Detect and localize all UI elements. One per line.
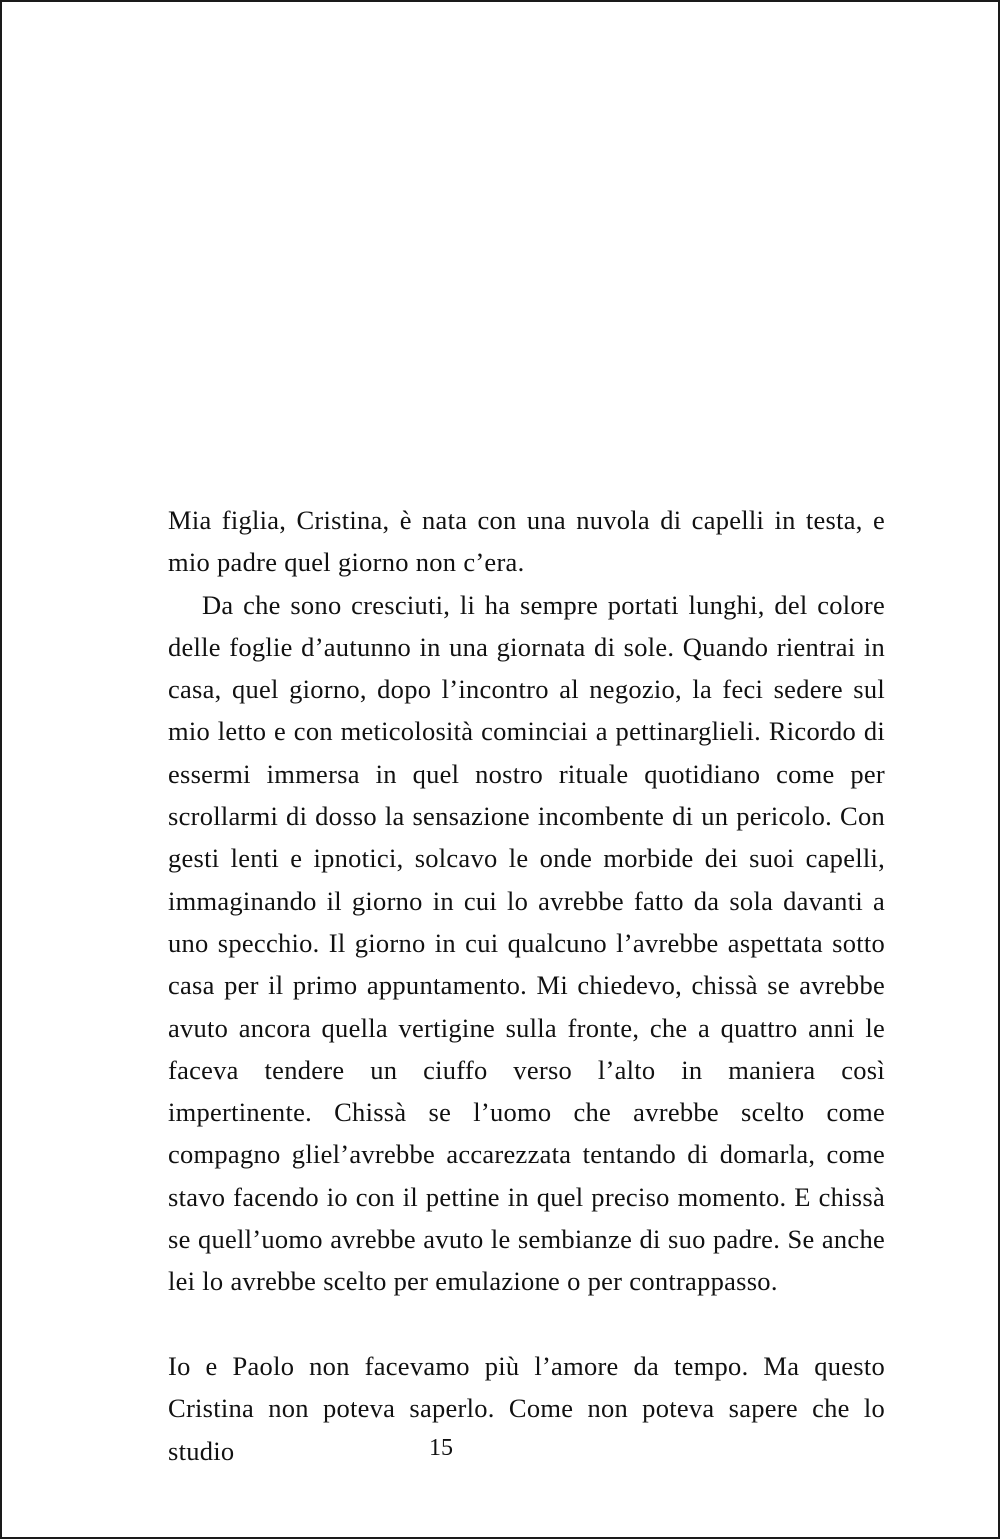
paragraph-2: Da che sono cresciuti, li ha sempre portati lunghi, del colore delle foglie d’autunno in una giornata di sole. Quando rientrai in casa, quel giorno, dopo l’incontro al negozio, la feci sedere sul mio letto e con meticolosità cominciai a pettinarglieli. Ricordo di essermi immersa in quel nostro rituale quotidiano come per scrollarmi di dosso la sensazione incombente di un pericolo. Con gesti lenti e ipnotici, solcavo le onde morbide dei suoi capelli, immaginando il giorno in cui lo avrebbe fatto da sola davanti a uno specchio. Il giorno in cui qualcuno l’avrebbe aspettata sotto casa per il primo appuntamento. Mi chiedevo, chissà se avrebbe avuto ancora quella vertigine sulla fronte, che a quattro anni le faceva tendere un ciuffo verso l’alto in maniera così impertinente. Chissà se l’uomo che avrebbe scelto come compagno gliel’avrebbe accarezzata tentando di domarla, come stavo facendo io con il pettine in quel preciso momento. E chissà se quell’uomo avrebbe avuto le sembianze di suo padre. Se anche lei lo avrebbe scelto per emulazione o per contrappasso. bbox=[168, 589, 885, 1297]
page-text-block bbox=[168, 499, 885, 1514]
paragraph-1: Mia figlia, Cristina, è nata con una nuvola di capelli in testa, e mio padre quel giorno non c’era. bbox=[168, 505, 885, 578]
page-number: 15 bbox=[429, 1435, 453, 1461]
paragraph-3: Io e Paolo non facevamo più l’amore da tempo. Ma questo Cristina non poteva saperlo. Come non poteva sapere che lo studio bbox=[168, 1350, 885, 1466]
